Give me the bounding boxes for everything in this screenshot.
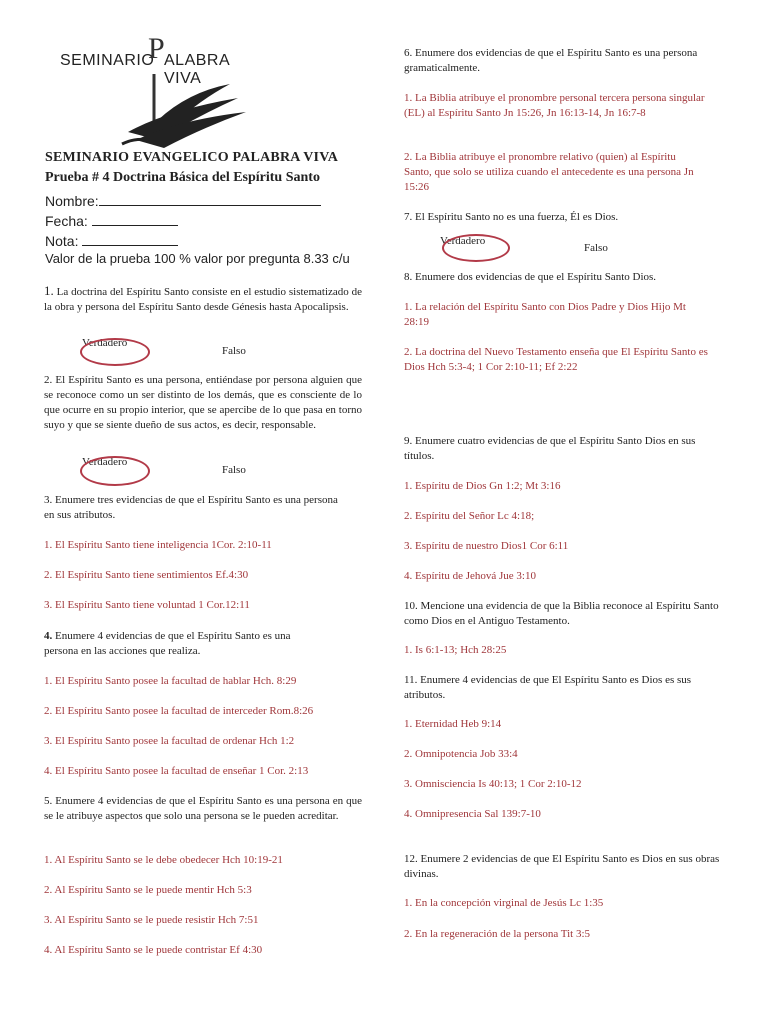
question-2 [44, 373, 362, 433]
q4-answer-1: 1. El Espíritu Santo posee la facultad de hablar Hch. 8:29 [44, 675, 297, 687]
q3-answer-1: 1. El Espíritu Santo tiene inteligencia 1Cor. 2:10-11 [44, 539, 272, 551]
nota-input-line[interactable] [82, 231, 178, 246]
q5-answer-4: 4. Al Espíritu Santo se le puede contristar Ef 4:30 [44, 944, 263, 956]
q9-answer-2: 2. Espíritu del Señor Lc 4:18; [404, 510, 535, 522]
q2-true-option[interactable]: Verdadero [82, 456, 128, 468]
question-10 [404, 599, 720, 629]
logo-text-seminario: SEMINARIO [60, 52, 155, 69]
q7-false-option[interactable]: Falso [584, 242, 608, 254]
q2-answer-circle [80, 456, 150, 486]
question-1-text [44, 283, 362, 315]
logo-text-palabra-viva: ALABRA VIVA [164, 52, 230, 87]
institution-title: SEMINARIO EVANGELICO PALABRA VIVA [45, 150, 339, 165]
open-bible-flame-icon [118, 70, 258, 150]
logo-p-letter: P [148, 32, 165, 65]
q6-answer-1: 1. La Biblia atribuye el pronombre personal tercera persona singular (EL) al Espíritu Santo Jn 15:26, Jn 16:13-14, Jn 16:7-8 [404, 92, 705, 119]
q4-answer-3: 3. El Espíritu Santo posee la facultad de ordenar Hch 1:2 [44, 735, 295, 747]
q12-answer-2: 2. En la regeneración de la persona Tit 3:5 [404, 928, 591, 940]
q12-answer-1: 1. En la concepción virginal de Jesús Lc 1:35 [404, 897, 604, 909]
question-9 [404, 434, 726, 464]
question-3 [44, 493, 344, 523]
q1-false-option[interactable]: Falso [222, 345, 246, 357]
q3-answer-2: 2. El Espíritu Santo tiene sentimientos Ef.4:30 [44, 569, 249, 581]
q8-answer-1: 1. La relación del Espíritu Santo con Dios Padre y Dios Hijo Mt 28:19 [404, 301, 686, 328]
question-2-text: 2. El Espíritu Santo es una persona, entiéndase por persona alguien que se reconoce como un ser distinto de los demás, que es consciente de lo que ocurre en su propio interior, que se apercibe de lo que pasa en torno suyo y que se siente dueño de sus actos, es decir, responsable. [44, 374, 362, 431]
question-5-text: 5. Enumere 4 evidencias de que el Espíritu Santo es una persona en que se le atribuye aspectos que solo una persona se le pueden acreditar. [44, 795, 362, 822]
fecha-label: Fecha: [45, 213, 88, 229]
nombre-label: Nombre: [45, 193, 99, 209]
q2-false-option[interactable]: Falso [222, 464, 246, 476]
q10-answer-1: 1. Is 6:1-13; Hch 28:25 [404, 644, 507, 656]
question-4-body: Enumere 4 evidencias de que el Espíritu Santo es una persona en las acciones que realiza. [44, 630, 291, 657]
q9-answer-3: 3. Espíritu de nuestro Dios1 Cor 6:11 [404, 540, 569, 552]
q3-answer-3: 3. El Espíritu Santo tiene voluntad 1 Cor.12:11 [44, 599, 250, 611]
question-12-text: 12. Enumere 2 evidencias de que El Espíritu Santo es Dios en sus obras divinas. [404, 853, 720, 880]
question-11 [404, 673, 720, 703]
q8-answer-2: 2. La doctrina del Nuevo Testamento enseña que El Espíritu Santo es Dios Hch 5:3-4; 1 Cor 2:10-11; Ef 2:22 [404, 346, 708, 373]
nombre-row [45, 191, 321, 209]
fecha-row [45, 211, 178, 229]
nota-row [45, 231, 178, 249]
q7-answer-circle [442, 234, 510, 262]
q9-answer-1: 1. Espíritu de Dios Gn 1:2; Mt 3:16 [404, 480, 561, 492]
question-9-text: 9. Enumere cuatro evidencias de que el Espíritu Santo Dios en sus títulos. [404, 435, 696, 462]
question-5 [44, 794, 362, 824]
q9-answer-4: 4. Espíritu de Jehová Jue 3:10 [404, 570, 536, 582]
nombre-input-line[interactable] [99, 191, 321, 206]
q6-answer-2: 2. La Biblia atribuye el pronombre relativo (quien) al Espíritu Santo, que solo se utiliza cuando el antecedente es una persona Jn 15:26 [404, 151, 694, 193]
q6-answer-2-wrap [404, 150, 696, 195]
q1-true-option[interactable]: Verdadero [82, 337, 128, 349]
q11-answer-4: 4. Omnipresencia Sal 139:7-10 [404, 808, 541, 820]
question-4-number: 4. [44, 630, 53, 642]
q5-answer-3: 3. Al Espíritu Santo se le puede resistir Hch 7:51 [44, 914, 259, 926]
question-6 [404, 46, 714, 76]
fecha-input-line[interactable] [92, 211, 178, 226]
q5-answer-1: 1. Al Espíritu Santo se le debe obedecer Hch 10:19-21 [44, 854, 283, 866]
question-11-text: 11. Enumere 4 evidencias de que El Espíritu Santo es Dios es sus atributos. [404, 674, 692, 701]
question-1-number: 1. [44, 283, 54, 298]
q5-answer-2: 2. Al Espíritu Santo se le puede mentir Hch 5:3 [44, 884, 252, 896]
question-6-text: 6. Enumere dos evidencias de que el Espíritu Santo es una persona gramaticalmente. [404, 47, 698, 74]
question-12 [404, 852, 720, 882]
question-4-text [44, 629, 324, 659]
test-title: Prueba # 4 Doctrina Básica del Espíritu Santo [45, 170, 320, 185]
q11-answer-1: 1. Eternidad Heb 9:14 [404, 718, 502, 730]
test-value-text: Valor de la prueba 100 % valor por pregunta 8.33 c/u [45, 251, 350, 266]
question-10-text: 10. Mencione una evidencia de que la Biblia reconoce al Espíritu Santo como Dios en el Antiguo Testamento. [404, 600, 719, 627]
q8-answer-2-wrap [404, 345, 726, 375]
question-8-text: 8. Enumere dos evidencias de que el Espíritu Santo Dios. [404, 271, 657, 283]
q4-answer-2: 2. El Espíritu Santo posee la facultad de interceder Rom.8:26 [44, 705, 314, 717]
question-7-text: 7. El Espíritu Santo no es una fuerza, Él es Dios. [404, 211, 619, 223]
q11-answer-3: 3. Omnisciencia Is 40:13; 1 Cor 2:10-12 [404, 778, 582, 790]
nota-label: Nota: [45, 233, 79, 249]
q1-answer-circle [80, 338, 150, 366]
q7-true-option[interactable]: Verdadero [440, 235, 486, 247]
seminary-logo [58, 30, 258, 148]
q6-answer-1-wrap [404, 91, 726, 121]
q11-answer-2: 2. Omnipotencia Job 33:4 [404, 748, 518, 760]
question-1-body: La doctrina del Espíritu Santo consiste en el estudio sistematizado de la obra y persona del Espíritu Santo desde Génesis hasta Apocalipsis. [44, 286, 363, 313]
q8-answer-1-wrap [404, 300, 704, 330]
question-4 [44, 629, 324, 659]
q4-answer-4: 4. El Espíritu Santo posee la facultad de enseñar 1 Cor. 2:13 [44, 765, 309, 777]
question-3-text: 3. Enumere tres evidencias de que el Espíritu Santo es una persona en sus atributos. [44, 494, 338, 521]
question-1 [44, 283, 362, 315]
